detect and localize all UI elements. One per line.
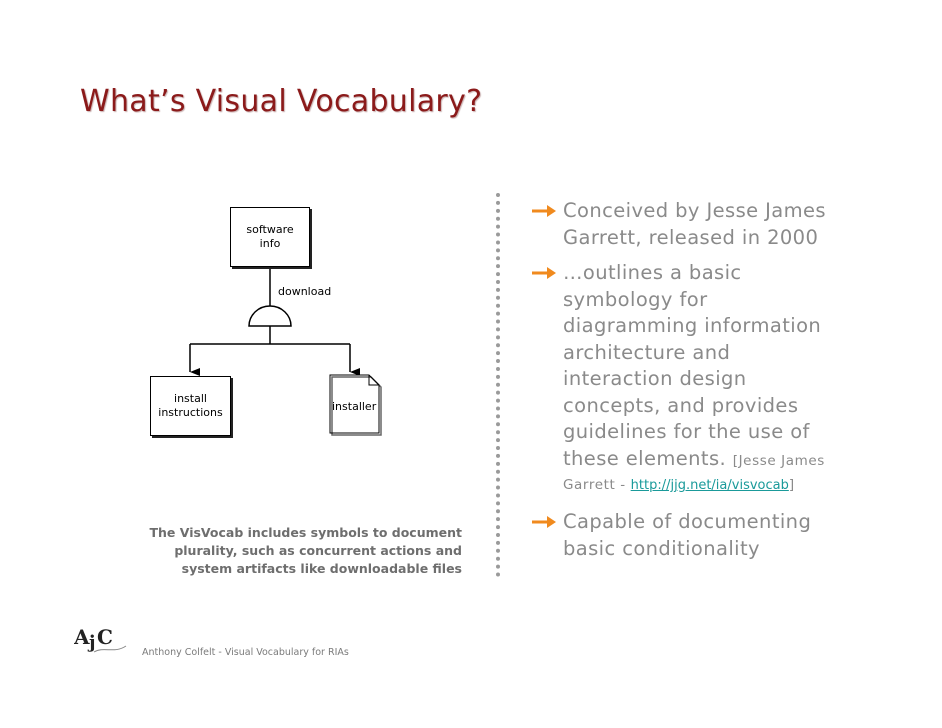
citation-link[interactable]: http://jjg.net/ia/visvocab [630, 478, 789, 493]
bullet-text: …outlines a basic [563, 261, 742, 284]
bullet-text: Capable of documenting [563, 510, 812, 533]
software-info-line2: info [259, 237, 281, 250]
bullet-list [530, 198, 930, 562]
bullet-text: diagramming information [563, 314, 822, 337]
bullet-text: basic conditionality [563, 536, 760, 560]
bullet-item [530, 509, 930, 562]
bullet-text: concepts, and provides [563, 393, 799, 417]
install-line1: install [174, 392, 207, 405]
slide-title: What’s Visual Vocabulary? [80, 84, 483, 119]
arrow-icon [530, 511, 560, 531]
software-info-box [230, 207, 310, 267]
diagram-caption [95, 524, 462, 578]
citation-text: [Jesse James [732, 452, 825, 469]
arrow-icon [530, 200, 560, 220]
concurrency-symbol [249, 306, 291, 326]
download-label: download [278, 285, 332, 298]
svg-text:A: A [74, 625, 90, 649]
citation-text: Garrett - [563, 477, 631, 493]
installer-label: installer [332, 400, 377, 413]
citation-text: ] [788, 477, 795, 493]
install-instructions-box [150, 376, 231, 436]
bullet-text: Garrett, released in 2000 [563, 225, 819, 249]
bullet-item [530, 198, 930, 251]
bullet-text: these elements. [563, 446, 727, 470]
arrow-icon [530, 262, 560, 282]
ajc-logo [74, 624, 134, 664]
caption-line2: plurality, such as concurrent actions and [174, 543, 462, 558]
bullet-text: Conceived by Jesse James [563, 199, 826, 222]
svg-text:C: C [97, 625, 113, 649]
svg-text:j: j [89, 632, 96, 653]
bullet-text: architecture and [563, 340, 731, 364]
software-info-line1: software [246, 223, 294, 236]
install-line2: instructions [158, 406, 223, 419]
bullet-text: guidelines for the use of [563, 420, 810, 443]
caption-line1: The VisVocab includes symbols to document [149, 525, 462, 540]
dotted-divider [496, 193, 500, 577]
bullet-text: interaction design [563, 367, 747, 390]
bullet-text: symbology for [563, 287, 708, 311]
caption-line3: system artifacts like downloadable files [181, 561, 462, 576]
bullet-item [530, 260, 930, 497]
footer-text: Anthony Colfelt - Visual Vocabulary for RIAs [142, 647, 349, 658]
